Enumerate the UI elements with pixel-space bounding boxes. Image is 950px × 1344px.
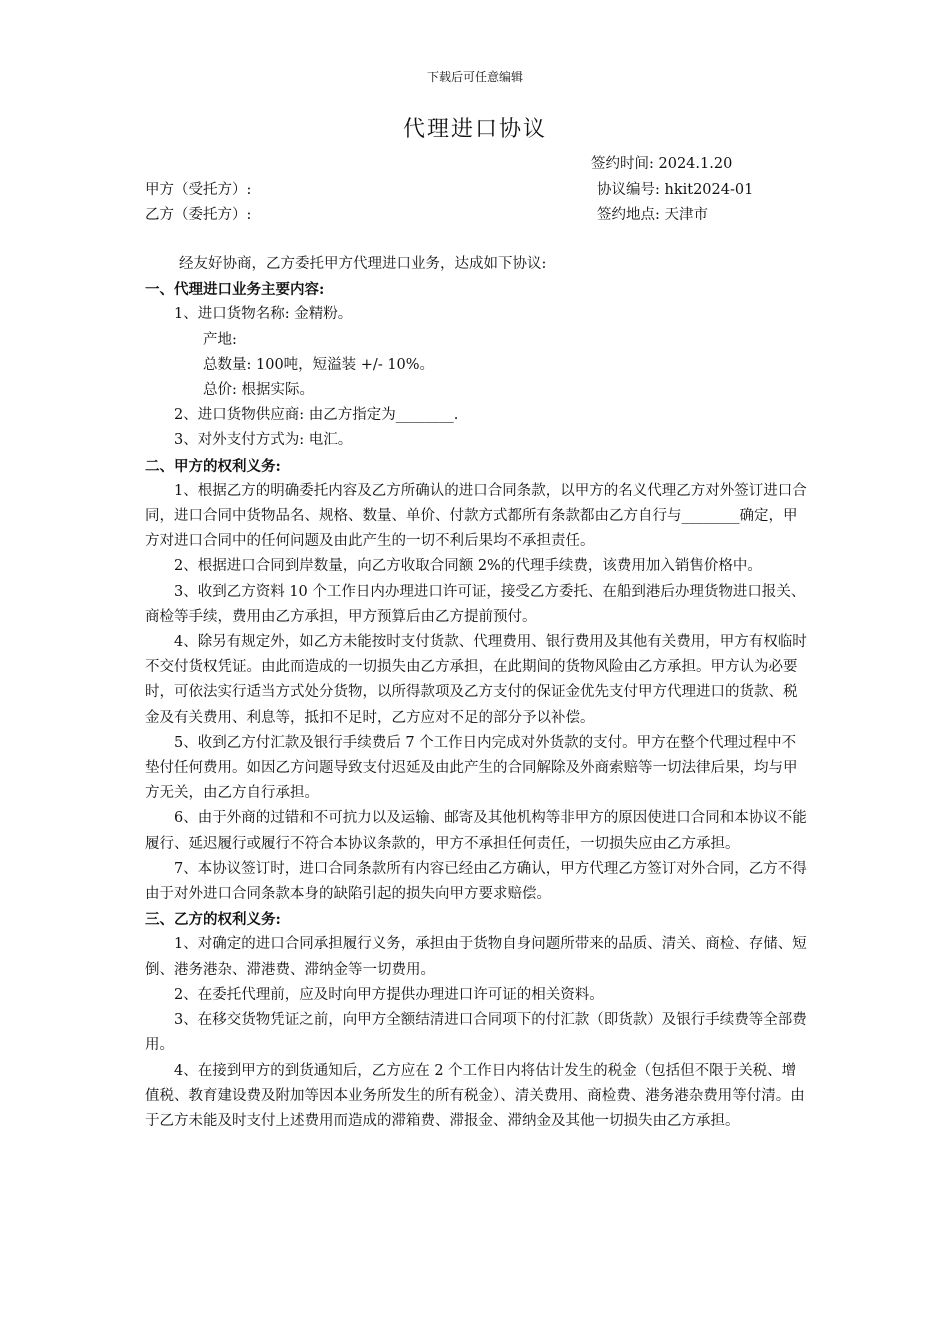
section-3-paragraph-2: 2、在委托代理前，应及时向甲方提供办理进口许可证的相关资料。 [174,986,604,1003]
section-2-paragraph-1: 1、根据乙方的明确委托内容及乙方所确认的进口合同条款，以甲方的名义代理乙方对外签订进口合同，进口合同中货物品名、规格、数量、单价、付款方式都所有条款都由乙方自行与________确定，甲方对进口合同中的任何问题及由此产生的一切不利后果均不承担责任。 [145,482,807,550]
section-2-paragraph-2: 2、根据进口合同到岸数量，向乙方收取合同额 2%的代理手续费，该费用加入销售价格中。 [174,558,762,575]
section-2-paragraph-6: 6、由于外商的过错和不可抗力以及运输、邮寄及其他机构等非甲方的原因使进口合同和本协议不能履行、延迟履行或履行不符合本协议条款的，甲方不承担任何责任，一切损失应由乙方承担。 [145,810,807,852]
section-3-paragraph-1: 1、对确定的进口合同承担履行义务，承担由于货物自身问题所带来的品质、清关、商检、存储、短倒、港务港杂、滞港费、滞纳金等一切费用。 [145,936,807,978]
section-2-paragraph-5: 5、收到乙方付汇款及银行手续费后 7 个工作日内完成对外货款的支付。甲方在整个代理过程中不垫付任何费用。如因乙方问题导致支付迟延及由此产生的合同解除及外商索赔等一切法律后果，均与甲方无关，由乙方自行承担。 [145,734,798,802]
section-1-total-price: 总价: 根据实际。 [203,382,314,399]
intro-paragraph: 经友好协商，乙方委托甲方代理进口业务，达成如下协议: [179,256,547,272]
section-1-item-1: 1、进口货物名称: 金精粉。 [174,306,353,323]
section-2-paragraph-7: 7、本协议签订时，进口合同条款所有内容已经由乙方确认，甲方代理乙方签订对外合同，乙方不得由于对外进口合同条款本身的缺陷引起的损失向甲方要求赔偿。 [145,860,807,903]
agreement-body [145,252,810,1134]
party-b: 乙方（委托方）: [145,207,252,223]
section-1-item-3: 3、对外支付方式为: 电汇。 [174,432,353,449]
section-1-quantity: 总数量: 100吨，短溢装 +/- 10%。 [203,356,435,373]
section-1-heading: 一、代理进口业务主要内容: [145,281,325,299]
section-1-origin: 产地: [203,331,237,348]
section-3-paragraph-3: 3、在移交货物凭证之前，向甲方全额结清进口合同项下的付汇款（即货款）及银行手续费等全部费用。 [145,1012,807,1054]
section-3-paragraph-4: 4、在接到甲方的到货通知后，乙方应在 2 个工作日内将估计发生的税金（包括但不限于关税、增值税、教育建设费及附加等因本业务所发生的所有税金）、清关费用、商检费、港务港杂费用等付清。由于乙方未能及时支付上述费用而造成的滞箱费、滞报金、滞纳金及其他一切损失由乙方承担。 [145,1062,805,1129]
header-note: 下载后可任意编辑 [426,70,523,84]
document-title: 代理进口协议 [402,117,547,142]
section-3-heading: 三、乙方的权利义务: [145,911,281,929]
party-a: 甲方（受托方）: [145,182,252,198]
sign-time: 签约时间: 2024.1.20 [591,156,733,172]
section-2-paragraph-4: 4、除另有规定外，如乙方未能按时支付货款、代理费用、银行费用及其他有关费用，甲方有权临时不交付货权凭证。由此而造成的一切损失由乙方承担，在此期间的货物风险由乙方承担。甲方认为必要时，可依法实行适当方式处分货物，以所得款项及乙方支付的保证金优先支付甲方代理进口的货款、税金及有关费用、利息等，抵扣不足时，乙方应对不足的部分予以补偿。 [145,634,807,726]
agreement-number: 协议编号: hkit2024-01 [597,182,754,198]
section-1-item-2: 2、进口货物供应商: 由乙方指定为________. [174,407,459,424]
section-2-heading: 二、甲方的权利义务: [145,457,281,475]
sign-place: 签约地点: 天津市 [597,207,708,223]
section-2-paragraph-3: 3、收到乙方资料 10 个工作日内办理进口许可证，接受乙方委托、在船到港后办理货物进口报关、商检等手续，费用由乙方承担，甲方预算后由乙方提前预付。 [145,583,806,625]
